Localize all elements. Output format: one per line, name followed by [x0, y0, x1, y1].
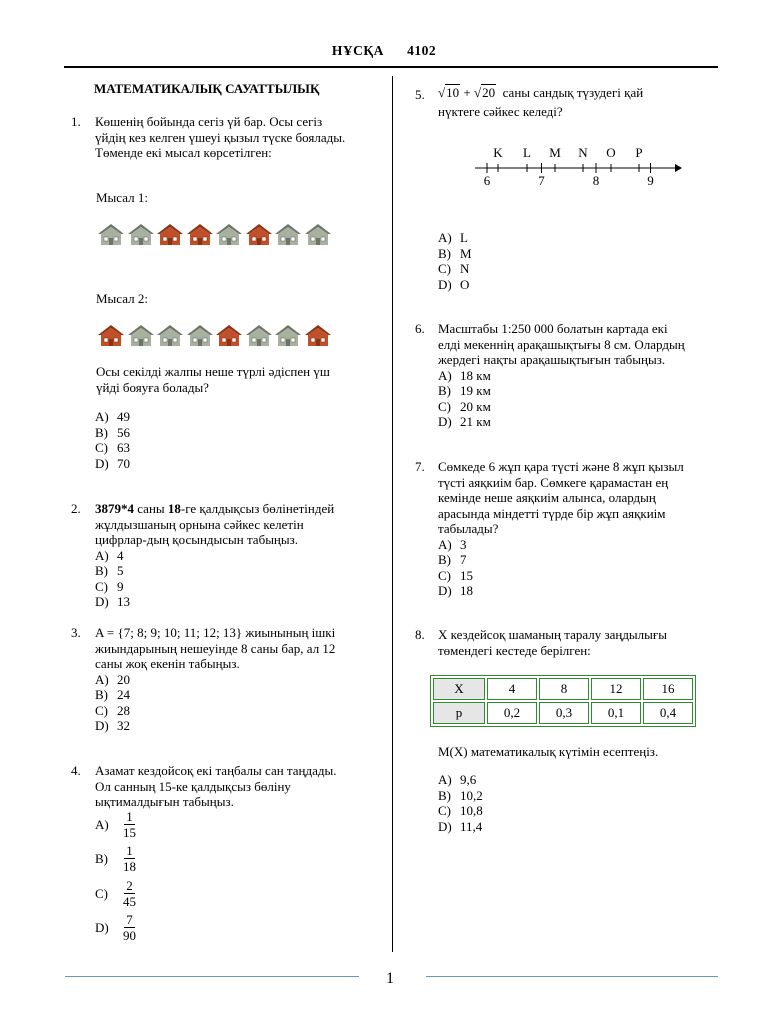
- house-icon-red: [245, 222, 273, 246]
- answer-option[interactable]: D) 18: [438, 583, 473, 598]
- sqrt-expression: √10: [438, 85, 460, 100]
- question-2: [95, 501, 334, 610]
- answer-option[interactable]: B) M: [438, 245, 472, 261]
- number-line-tick-label: 7: [538, 173, 545, 188]
- number-line-point-label: N: [578, 145, 588, 160]
- question-number: 3.: [71, 625, 81, 640]
- question-text: M(X) математикалық күтімін есептеңіз.: [438, 744, 659, 759]
- table-cell: 8: [539, 678, 589, 700]
- answer-option[interactable]: A) 49: [95, 409, 130, 424]
- number-line: [470, 143, 685, 188]
- variant-label: НҰСҚА: [331, 43, 384, 58]
- question-text: жердегі нақты арақашықтығын табыңыз.: [438, 352, 666, 367]
- question-text: Ол санның 15-ке қалдықсыз бөліну: [95, 778, 291, 794]
- answer-option[interactable]: A) 9,6: [438, 772, 477, 787]
- question-text: √10 + √20 саны сандық түзудегі қай: [438, 85, 644, 100]
- answer-option[interactable]: B) 56: [95, 424, 130, 440]
- footer-line-left: [65, 976, 359, 977]
- question-text: 3879*4 саны 18-ге қалдықсыз бөлінетіндей: [95, 501, 335, 516]
- answer-option[interactable]: D) $\frac{7}{90}$: [95, 912, 136, 943]
- question-text: ықтималдығын табыңыз.: [95, 794, 234, 809]
- question-text: Осы секілді жалпы неше түрлі әдіспен үш: [96, 364, 330, 379]
- answer-option[interactable]: D) 32: [95, 718, 130, 733]
- house-icon-red: [304, 323, 332, 347]
- house-icon-grey: [156, 323, 184, 347]
- answer-option[interactable]: C) 28: [95, 702, 130, 718]
- answer-option[interactable]: B) 24: [95, 687, 130, 702]
- number-line-tick-label: 6: [483, 173, 491, 188]
- house-icon-grey: [274, 323, 302, 347]
- question-text: саны жоқ екенін табыңыз.: [95, 656, 240, 671]
- answer-option[interactable]: B) 7: [438, 552, 467, 567]
- house-icon-grey: [186, 323, 214, 347]
- page-title: МАТЕМАТИКАЛЫҚ САУАТТЫЛЫҚ: [94, 81, 320, 96]
- number-line-point-label: L: [523, 145, 531, 160]
- table-row: [433, 702, 693, 724]
- house-icon-red: [156, 222, 184, 246]
- example-2-label: Мысал 2:: [96, 291, 148, 306]
- house-icon-grey: [127, 323, 155, 347]
- table-cell: 0,2: [487, 702, 537, 724]
- answer-option[interactable]: B) 5: [95, 563, 124, 578]
- question-number: 2.: [71, 501, 81, 516]
- question-text: табылады?: [438, 521, 499, 536]
- number-line-point-label: P: [635, 145, 643, 160]
- question-text: Көшенің бойында сегіз үй бар. Осы сегіз: [95, 114, 323, 129]
- question-number: 5.: [415, 87, 425, 102]
- sqrt-expression: √20: [473, 85, 496, 100]
- footer-line-right: [426, 976, 718, 977]
- question-number: 4.: [71, 763, 81, 778]
- fraction: $\frac{7}{90}$: [123, 912, 136, 943]
- fraction: $\frac{2}{45}$: [123, 878, 136, 909]
- answer-option[interactable]: A) 18 км: [438, 367, 491, 383]
- question-7: [438, 459, 684, 599]
- question-text: кемінде неше аяқкиім алынса, олардың: [438, 490, 656, 505]
- fraction: $\frac{1}{18}$: [123, 843, 136, 874]
- answer-option[interactable]: D) 21 км: [438, 414, 491, 429]
- house-icon-grey: [245, 323, 273, 347]
- question-number: 7.: [415, 459, 425, 474]
- answer-option[interactable]: C) 10,8: [438, 803, 483, 818]
- page-number: 1: [386, 970, 394, 987]
- answer-option[interactable]: C) N: [438, 261, 470, 276]
- question-text: үйдің кез келген үшеуі қызыл түске боялады.: [95, 129, 346, 145]
- answer-option[interactable]: A) 4: [95, 547, 124, 563]
- question-text: төмендегі кестеде берілген:: [438, 642, 591, 658]
- answer-option[interactable]: B) $\frac{1}{18}$: [95, 843, 136, 874]
- question-4: [95, 763, 336, 810]
- question-text: арасында міндетті түрде бір жұп аяқкиім: [438, 505, 666, 521]
- number-line-tick-label: 9: [647, 173, 654, 188]
- question-text: Сөмкеде 6 жұп қара түсті және 8 жұп қызыл: [438, 459, 684, 474]
- table-cell: p: [433, 702, 485, 724]
- answer-option[interactable]: C) 15: [438, 567, 473, 583]
- house-icon-grey: [304, 222, 332, 246]
- distribution-table: [430, 675, 696, 727]
- variant-header: [0, 43, 768, 59]
- answer-option[interactable]: D) 13: [95, 594, 130, 609]
- number-line-point-label: K: [493, 145, 503, 160]
- q8-options: [438, 772, 483, 834]
- q1-options: [95, 409, 130, 471]
- question-text: A = {7; 8; 9; 10; 11; 12; 13} жиынының ішкі: [95, 625, 336, 640]
- house-icon-grey: [274, 222, 302, 246]
- q5-options: [438, 230, 472, 292]
- table-cell: 0,4: [643, 702, 693, 724]
- house-icon-grey: [127, 222, 155, 246]
- answer-option[interactable]: C) 20 км: [438, 398, 491, 414]
- house-icon-red: [215, 323, 243, 347]
- question-text: X кездейсоқ шаманың таралу заңдылығы: [438, 627, 667, 642]
- number-line-arrow: [675, 164, 682, 172]
- question-number: 6.: [415, 321, 425, 336]
- table-cell: 0,3: [539, 702, 589, 724]
- answer-option[interactable]: A) 20: [95, 671, 130, 687]
- question-6: [438, 321, 685, 430]
- question-3: [95, 625, 335, 734]
- table-cell: 4: [487, 678, 537, 700]
- question-text: жиындарының нешеуінде 8 саны бар, ал 12: [95, 640, 336, 656]
- table-cell: 12: [591, 678, 641, 700]
- house-icon-grey: [215, 222, 243, 246]
- question-text: нүктеге сәйкес келеді?: [438, 104, 563, 119]
- number-line-point-label: M: [549, 145, 561, 160]
- answer-option[interactable]: A) L: [438, 230, 468, 245]
- answer-option[interactable]: D) 11,4: [438, 818, 483, 834]
- answer-option[interactable]: B) 10,2: [438, 787, 483, 803]
- question-text: Төменде екі мысал көрсетілген:: [95, 145, 272, 160]
- answer-option[interactable]: C) 9: [95, 578, 124, 594]
- answer-option[interactable]: A) $\frac{1}{15}$: [95, 809, 136, 840]
- question-number: 1.: [71, 114, 81, 129]
- question-text: жұлдызшаның орнына сәйкес келетін: [95, 516, 304, 532]
- answer-option[interactable]: C) $\frac{2}{45}$: [95, 878, 136, 909]
- column-divider: [392, 76, 393, 952]
- answer-option[interactable]: D) 70: [95, 455, 130, 471]
- table-cell: X: [433, 678, 485, 700]
- question-text: елді мекеннің арақашықтығы 8 см. Олардың: [438, 336, 685, 352]
- house-icon-red: [97, 323, 125, 347]
- house-icon-red: [186, 222, 214, 246]
- question-text: Азамат кездойсоқ екі таңбалы сан таңдады.: [95, 763, 337, 778]
- answer-option[interactable]: A) 3: [438, 536, 467, 552]
- table-cell: 16: [643, 678, 693, 700]
- variant-number: 4102: [407, 43, 437, 58]
- fraction: $\frac{1}{15}$: [123, 809, 136, 840]
- answer-option[interactable]: B) 19 км: [438, 383, 491, 398]
- example-1-label: Мысал 1:: [96, 190, 148, 205]
- number-line-tick-label: 8: [592, 173, 600, 188]
- header-divider: [64, 66, 718, 68]
- question-8: [438, 627, 667, 658]
- question-text: Масштабы 1:250 000 болатын картада екі: [438, 321, 668, 336]
- question-text: түсті аяқкиім бар. Сөмкеге қарамастан ең: [438, 474, 669, 490]
- answer-option[interactable]: D) O: [438, 276, 470, 292]
- answer-option[interactable]: C) 63: [95, 440, 130, 455]
- table-row: [433, 678, 693, 700]
- number-line-point-label: O: [606, 145, 616, 160]
- question-text: цифрлар-дың қосындысын табыңыз.: [95, 532, 299, 547]
- table-cell: 0,1: [591, 702, 641, 724]
- question-number: 8.: [415, 627, 425, 642]
- example-1-houses: [97, 222, 337, 246]
- house-icon-grey: [97, 222, 125, 246]
- example-2-houses: [97, 323, 337, 347]
- question-text: үйді бояуға болады?: [96, 379, 209, 395]
